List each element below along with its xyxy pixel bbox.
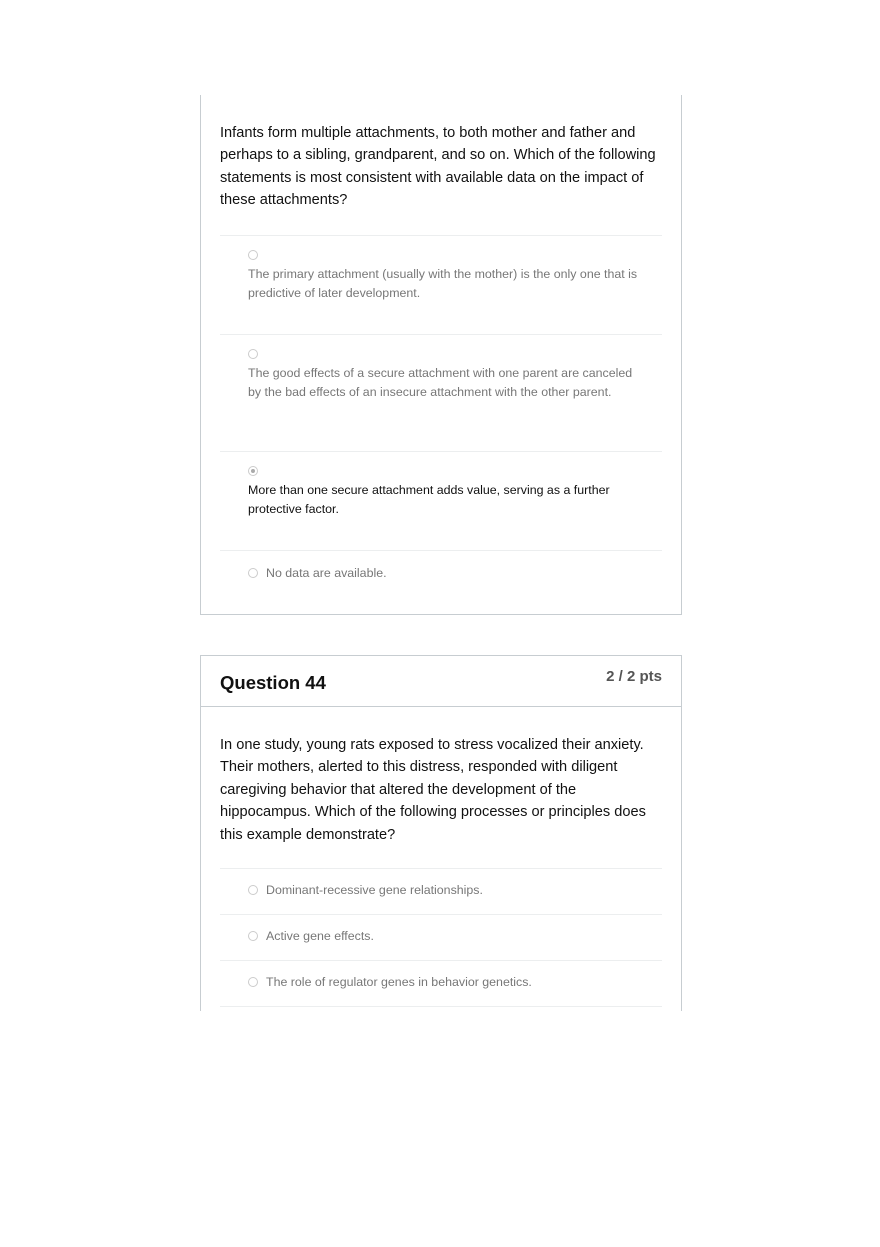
question-header <box>201 656 681 707</box>
answer-option[interactable] <box>248 927 638 946</box>
radio-button[interactable] <box>248 977 258 987</box>
divider <box>220 1006 662 1007</box>
option-label: No data are available. <box>266 566 387 580</box>
radio-button-selected[interactable] <box>248 466 258 476</box>
answer-option[interactable] <box>248 881 638 900</box>
question-title: Question 44 <box>220 672 326 693</box>
question-text: In one study, young rats exposed to stress vocalized their anxiety. Their mothers, alerted to this distress, responded with diligent caregiving behavior that altered the development of the hippocampus. Which of the following processes or principles does this example demonstrate? <box>220 737 646 843</box>
radio-button[interactable] <box>248 349 258 359</box>
option-label: The primary attachment (usually with the mother) is the only one that is predictive of later development. <box>248 267 638 300</box>
question-text: Infants form multiple attachments, to both mother and father and perhaps to a sibling, grandparent, and so on. Which of the following statements is most consistent with available data on the impact of these attachments? <box>220 125 656 209</box>
option-label: The role of regulator genes in behavior genetics. <box>266 975 532 989</box>
option-label: More than one secure attachment adds value, serving as a further protective factor. <box>248 483 610 516</box>
question-43-card <box>200 95 682 615</box>
radio-button[interactable] <box>248 568 258 578</box>
divider <box>220 914 662 915</box>
question-44-card <box>200 655 682 1011</box>
divider <box>220 451 662 452</box>
answer-option[interactable] <box>248 250 638 303</box>
radio-button[interactable] <box>248 885 258 895</box>
divider <box>220 334 662 335</box>
answer-option[interactable] <box>248 973 638 992</box>
option-label: Active gene effects. <box>266 929 374 943</box>
divider <box>220 550 662 551</box>
divider <box>220 960 662 961</box>
divider <box>220 868 662 869</box>
option-label: Dominant-recessive gene relationships. <box>266 883 483 897</box>
option-label: The good effects of a secure attachment with one parent are canceled by the bad effects of an insecure attachment with the other parent. <box>248 366 633 399</box>
answer-option[interactable] <box>248 564 638 583</box>
points-score: 2 / 2 pts <box>606 668 662 685</box>
divider <box>220 235 662 236</box>
radio-button[interactable] <box>248 250 258 260</box>
answer-option-selected[interactable] <box>248 466 638 519</box>
answer-option[interactable] <box>248 349 638 402</box>
radio-button[interactable] <box>248 931 258 941</box>
